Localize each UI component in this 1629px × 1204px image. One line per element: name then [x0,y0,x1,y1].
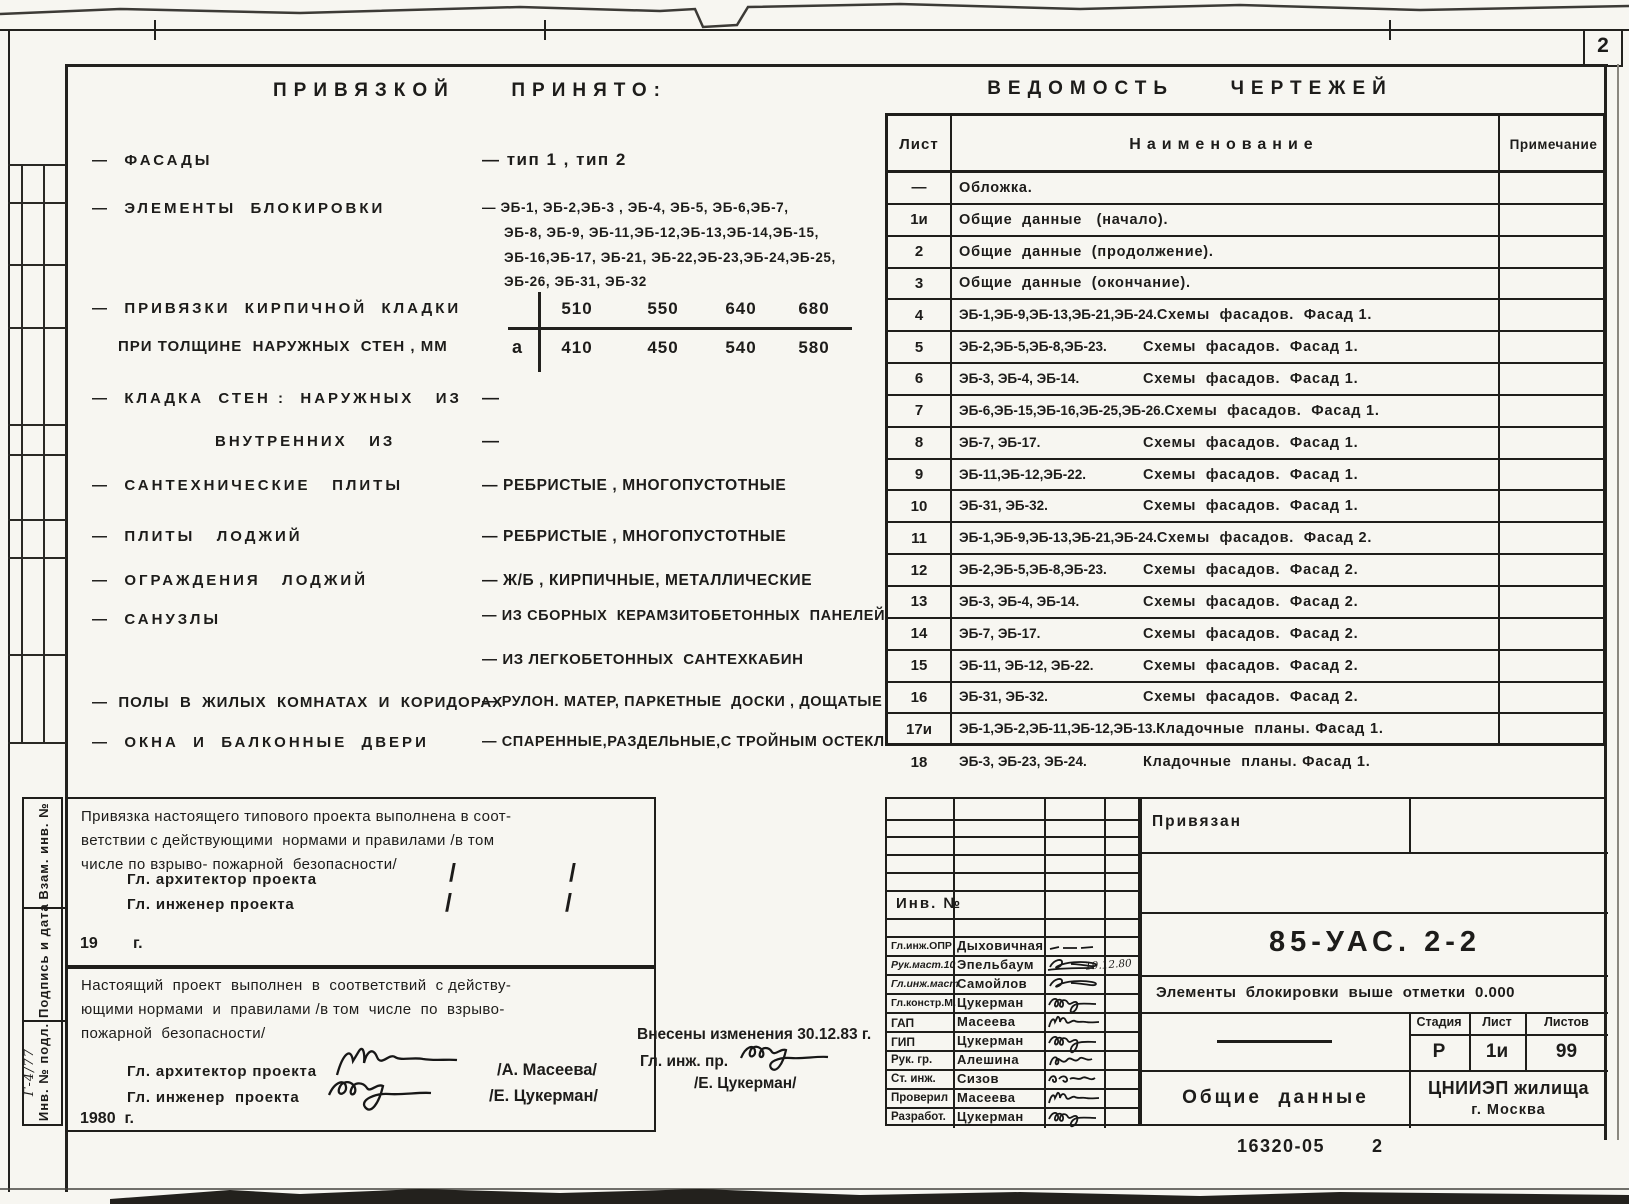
register-sheet-number: 11 [911,529,927,547]
register-rows [888,173,1603,778]
binding-item-value: — РЕБРИСТЫЕ , МНОГОПУСТОТНЫЕ [482,528,787,545]
tick-mark [1389,20,1391,40]
title-block-line [1142,912,1608,914]
register-row-name: Схемы фасадов. Фасад 2. [1143,625,1359,642]
binding-item-value: — Ж/Б , КИРПИЧНЫЕ, МЕТАЛЛИЧЕСКИЕ [482,572,813,589]
masonry-row-label: а [512,337,523,357]
changes-signer-name: /Е. Цукерман/ [694,1075,797,1092]
binding-item-label: — ФАСАДЫ [92,152,213,169]
title-block-line [1409,1034,1608,1036]
approval-signature [1045,975,1105,993]
architect-role-label: Гл. архитектор проекта [127,1063,317,1080]
binding-item-value: ЭБ-26, ЭБ-31, ЭБ-32 [504,274,647,289]
register-header [888,116,1603,173]
paper-right-edge [1617,64,1619,1140]
stage-value: Р [1432,1041,1446,1062]
masonry-top-value: 550 [647,299,679,318]
register-row [888,651,1603,683]
year-suffix: г. [133,935,143,952]
approval-role: Ст. инж. [891,1073,936,1085]
page-number-box-line [1621,29,1623,67]
title-block [1140,797,1606,1126]
register-header-name: Наименование [1129,136,1319,153]
top-rule-line [0,29,1629,31]
binding-item-label: — ОГРАЖДЕНИЯ ЛОДЖИЙ [92,572,368,589]
register-row [888,428,1603,460]
register-row-codes: ЭБ-7, ЭБ-17. [959,434,1041,450]
binding-item-label: — КЛАДКА СТЕН : НАРУЖНЫХ ИЗ [92,390,462,407]
approval-signature [1046,1013,1102,1031]
note-line: ветствии с действующими нормами и правилами /в том [81,832,495,849]
masonry-bottom-value: 410 [561,338,593,357]
register-row-codes: ЭБ-3, ЭБ-4, ЭБ-14. [959,593,1080,609]
register-row-name: Схемы фасадов. Фасад 2. [1143,657,1359,674]
approval-name: Дыховичная [957,938,1044,953]
register-row [888,587,1603,619]
approval-role: ГАП [891,1016,915,1030]
approval-name: Сизов [957,1071,999,1086]
register-row-name: Схемы фасадов. Фасад 1. [1164,402,1380,419]
approval-role: Проверил [891,1092,949,1104]
approval-name: Цукерман [957,1033,1024,1048]
register-header-sheet: Лист [899,136,939,153]
register-row-codes: ЭБ-31, ЭБ-32. [959,498,1048,514]
register-sheet-number: 5 [914,338,924,356]
sheets-total-value: 99 [1555,1041,1578,1062]
register-row-name: Общие данные (продолжение). [959,243,1214,260]
register-row-name: Схемы фасадов. Фасад 2. [1143,562,1359,579]
register-row-codes: ЭБ-3, ЭБ-4, ЭБ-14. [959,370,1080,386]
note-line: пожарной безопасности/ [81,1025,266,1042]
order-sheet-number: 2 [1372,1136,1383,1156]
approval-row-line [887,918,1142,920]
register-row [888,269,1603,301]
register-sheet-number: 14 [910,625,928,643]
register-sheet-number: 13 [910,593,928,611]
year-prefix: 19 [80,935,98,952]
register-sheet-number: 9 [914,466,924,484]
register-header-note: Примечание [1509,137,1598,152]
binding-item-value: — ЭБ-1, ЭБ-2,ЭБ-3 , ЭБ-4, ЭБ-5, ЭБ-6,ЭБ-7, [482,200,789,215]
sheet-value: 1и [1485,1041,1509,1062]
register-row-name: Схемы фасадов. Фасад 2. [1143,689,1359,706]
register-row-name: Схемы фасадов. Фасад 1. [1143,434,1359,451]
approval-row-line [887,854,1142,856]
masonry-table-hline [508,327,852,330]
organization-name: ЦНИИЭП жилища [1427,1078,1589,1098]
engineer-role-label: Гл. инженер проекта [127,896,295,913]
register-row-codes: ЭБ-31, ЭБ-32. [959,689,1048,705]
binding-item-label: — САНУЗЛЫ [92,611,222,628]
approval-signature [1046,1070,1102,1088]
sheet-title: Общие данные [1182,1087,1369,1108]
binding-item-value: ЭБ-8, ЭБ-9, ЭБ-11,ЭБ-12,ЭБ-13,ЭБ-14,ЭБ-15, [504,225,819,240]
register-row-name: Кладочные планы. Фасад 1. [1143,754,1371,771]
approval-role: Гл.инж.ОПР [891,940,952,952]
register-row-name: Схемы фасадов. Фасад 1. [1143,466,1359,483]
masonry-top-value: 640 [725,299,757,318]
note-line: числе по взрыво- пожарной безопасности/ [81,856,398,873]
approval-name: Цукерман [957,995,1024,1010]
register-row [888,364,1603,396]
register-row [888,714,1603,746]
register-sheet-number: 7 [914,402,924,420]
margin-label-zam-inv: Взам. инв. № [36,802,51,900]
register-row-codes: ЭБ-2,ЭБ-5,ЭБ-8,ЭБ-23. [959,562,1107,578]
sheet-header: Лист [1482,1015,1512,1029]
masonry-top-value: 680 [798,299,830,318]
register-row [888,683,1603,715]
register-row-codes: ЭБ-6,ЭБ-15,ЭБ-16,ЭБ-25,ЭБ-26. [959,402,1165,418]
binding-item-label: — ПРИВЯЗКИ КИРПИЧНОЙ КЛАДКИ [92,300,462,317]
empty-dash-mark [1217,1040,1332,1043]
approval-name: Алешина [957,1052,1020,1067]
drawing-register-table [885,113,1606,771]
binding-item-label: — ОКНА И БАЛКОННЫЕ ДВЕРИ [92,734,429,751]
approval-signature [1047,939,1101,955]
torn-paper-edge-bottom [0,1180,1629,1204]
binding-item-label: — ПЛИТЫ ЛОДЖИЙ [92,528,303,545]
register-sheet-number: 1и [910,211,928,229]
register-sheet-number: 12 [910,561,928,579]
approval-name: Цукерман [957,1109,1024,1124]
masonry-top-value: 510 [561,299,593,318]
register-row [888,205,1603,237]
register-sheet-number: 17и [906,720,932,738]
scope-description: Элементы блокировки выше отметки 0.000 [1156,984,1516,1001]
register-row-name: Обложка. [959,179,1033,196]
register-title: ВЕДОМОСТЬ ЧЕРТЕЖЕЙ [987,78,1393,99]
changes-role-label: Гл. инж. пр. [640,1053,729,1070]
approval-table [885,797,1140,1126]
signature-slash: / [565,889,572,917]
register-row-name: Кладочные планы. Фасад 1. [1156,721,1384,738]
architect-role-label: Гл. архитектор проекта [127,871,317,888]
approval-signature [1046,1108,1102,1128]
engineer-signature [319,1069,469,1117]
approval-date: 19.12.80 [1084,957,1133,973]
register-row [888,746,1603,778]
title-block-line [1142,975,1608,977]
changes-signature [733,1036,848,1078]
register-row [888,396,1603,428]
register-row [888,460,1603,492]
frame-top-line [65,64,1608,67]
tick-mark [544,20,546,40]
binding-item-value: — СПАРЕННЫЕ,РАЗДЕЛЬНЫЕ,С ТРОЙНЫМ ОСТЕКЛ. [482,734,890,750]
signature-slash: / [449,859,456,887]
changes-note-line: Внесены изменения 30.12.83 г. [637,1026,872,1043]
approval-role: Рук.маст.10 [891,959,956,971]
page-corner-number: 2 [1597,34,1609,57]
register-row-codes: ЭБ-11,ЭБ-12,ЭБ-22. [959,466,1086,482]
masonry-table-vline [538,292,541,372]
binding-item-value: — ИЗ ЛЕГКОБЕТОННЫХ САНТЕХКАБИН [482,651,804,668]
approval-row-line [887,872,1142,874]
register-row [888,619,1603,651]
order-number: 16320-05 [1237,1136,1326,1156]
signature-slash: / [445,889,452,917]
approval-signature [1046,994,1102,1014]
approval-row-line [887,836,1142,838]
approval-row-line [887,1069,1142,1071]
signature-slash: / [569,859,576,887]
register-row-name: Общие данные (начало). [959,211,1169,228]
approval-role: Гл.констр.М. [891,997,956,1009]
register-row-codes: ЭБ-1,ЭБ-2,ЭБ-11,ЭБ-12,ЭБ-13. [959,721,1157,737]
approval-role: Гл.инж.маст. [891,978,962,990]
masonry-bottom-value: 580 [798,338,830,357]
register-row-name: Схемы фасадов. Фасад 1. [1143,498,1359,515]
approval-row-line [887,819,1142,821]
project-code: 85-УАС. 2-2 [1269,926,1481,958]
register-row [888,555,1603,587]
register-row [888,491,1603,523]
register-row-name: Общие данные (окончание). [959,275,1191,292]
binding-title: ПРИВЯЗКОЙ ПРИНЯТО: [273,80,667,101]
title-block-line [1142,1070,1608,1072]
register-row-codes: ЭБ-11, ЭБ-12, ЭБ-22. [959,657,1094,673]
masonry-bottom-value: 450 [647,338,679,357]
register-row-name: Схемы фасадов. Фасад 2. [1143,593,1359,610]
stage-header: Стадия [1416,1015,1462,1029]
approval-signature [1046,1051,1102,1071]
margin-grid [0,160,70,750]
margin-handwritten-number: Г-4/77 [22,1047,37,1097]
engineer-role-label: Гл. инженер проекта [127,1089,300,1106]
binding-item-label: — ЭЛЕМЕНТЫ БЛОКИРОВКИ [92,200,386,217]
organization-city: г. Москва [1471,1102,1546,1118]
register-row-codes: ЭБ-3, ЭБ-23, ЭБ-24. [959,754,1087,770]
title-block-line [1142,852,1608,854]
binding-item-value: — ИЗ СБОРНЫХ КЕРАМЗИТОБЕТОННЫХ ПАНЕЛЕЙ [482,608,886,624]
binding-item-label: ВНУТРЕННИХ ИЗ [215,433,396,450]
register-row [888,523,1603,555]
binding-item-label: — САНТЕХНИЧЕСКИЕ ПЛИТЫ [92,477,404,494]
register-row-name: Схемы фасадов. Фасад 2. [1156,530,1373,547]
margin-label-signature-date: Подпись и дата [36,903,51,1018]
note-line: Привязка настоящего типового проекта выполнена в соот- [81,808,512,825]
binding-item-value: ЭБ-16,ЭБ-17, ЭБ-21, ЭБ-22,ЭБ-23,ЭБ-24,ЭБ-25, [504,250,836,265]
binding-item-value: — [482,431,501,450]
register-sheet-number: 2 [914,243,924,261]
register-sheet-number: 18 [910,753,928,771]
register-row-codes: ЭБ-1,ЭБ-9,ЭБ-13,ЭБ-21,ЭБ-24. [959,307,1157,323]
register-row-codes: ЭБ-2,ЭБ-5,ЭБ-8,ЭБ-23. [959,339,1107,355]
register-sheet-number: 8 [914,434,924,452]
title-block-line [1409,799,1411,852]
binding-item-value: — РУЛОН. МАТЕР, ПАРКЕТНЫЕ ДОСКИ , ДОЩАТЫЕ [482,694,883,710]
register-sheet-number: 6 [914,370,924,388]
register-sheet-number: 4 [914,306,924,324]
register-sheet-number: 16 [910,688,928,706]
register-row-name: Схемы фасадов. Фасад 1. [1143,370,1359,387]
register-sheet-number: 15 [910,657,928,675]
binding-item-value: — тип 1 , тип 2 [482,150,627,169]
register-sheet-number: — [911,179,927,197]
register-row [888,300,1603,332]
approval-signature [1046,1089,1102,1107]
approval-name: Эпельбаум [957,957,1035,972]
register-sheet-number: 3 [914,274,924,292]
register-row [888,237,1603,269]
engineer-name: /Е. Цукерман/ [489,1087,598,1105]
tick-mark [154,20,156,40]
approval-role: Разработ. [891,1111,946,1123]
sheets-total-header: Листов [1544,1015,1589,1029]
register-row-codes: ЭБ-7, ЭБ-17. [959,625,1041,641]
note-line: ющими нормами и правилами /в том числе по взрыво- [81,1001,505,1018]
binding-item-value: — [482,388,501,407]
binding-note-box [65,797,656,967]
approval-name: Масеева [957,1090,1016,1105]
register-row [888,332,1603,364]
inventory-number-label: Инв. № [896,895,963,912]
title-block-line [1142,1012,1608,1014]
approval-role: ГИП [891,1035,916,1049]
project-note-box [65,967,656,1132]
register-row-codes: ЭБ-1,ЭБ-9,ЭБ-13,ЭБ-21,ЭБ-24. [959,530,1157,546]
architect-name: /А. Масеева/ [497,1061,598,1079]
binding-item-value: — РЕБРИСТЫЕ , МНОГОПУСТОТНЫЕ [482,477,787,494]
year-label: 1980 г. [80,1110,134,1127]
approval-name: Самойлов [957,976,1028,991]
register-row [888,173,1603,205]
register-sheet-number: 10 [910,497,928,515]
binding-item-label: — ПОЛЫ В ЖИЛЫХ КОМНАТАХ И КОРИДОРАХ [92,694,504,711]
note-line: Настоящий проект выполнен в соответствий с действу- [81,977,512,994]
margin-label-inv-podl: Инв. № подл. [36,1022,51,1122]
approval-role: Рук. гр. [891,1054,933,1066]
bound-status-label: Привязан [1152,813,1242,830]
binding-item-label2: ПРИ ТОЛЩИНЕ НАРУЖНЫХ СТЕН , ММ [118,338,448,355]
register-row-name: Схемы фасадов. Фасад 1. [1156,307,1373,324]
masonry-bottom-value: 540 [725,338,757,357]
approval-row-line [887,890,1142,892]
register-row-name: Схемы фасадов. Фасад 1. [1143,339,1359,356]
approval-name: Масеева [957,1014,1016,1029]
